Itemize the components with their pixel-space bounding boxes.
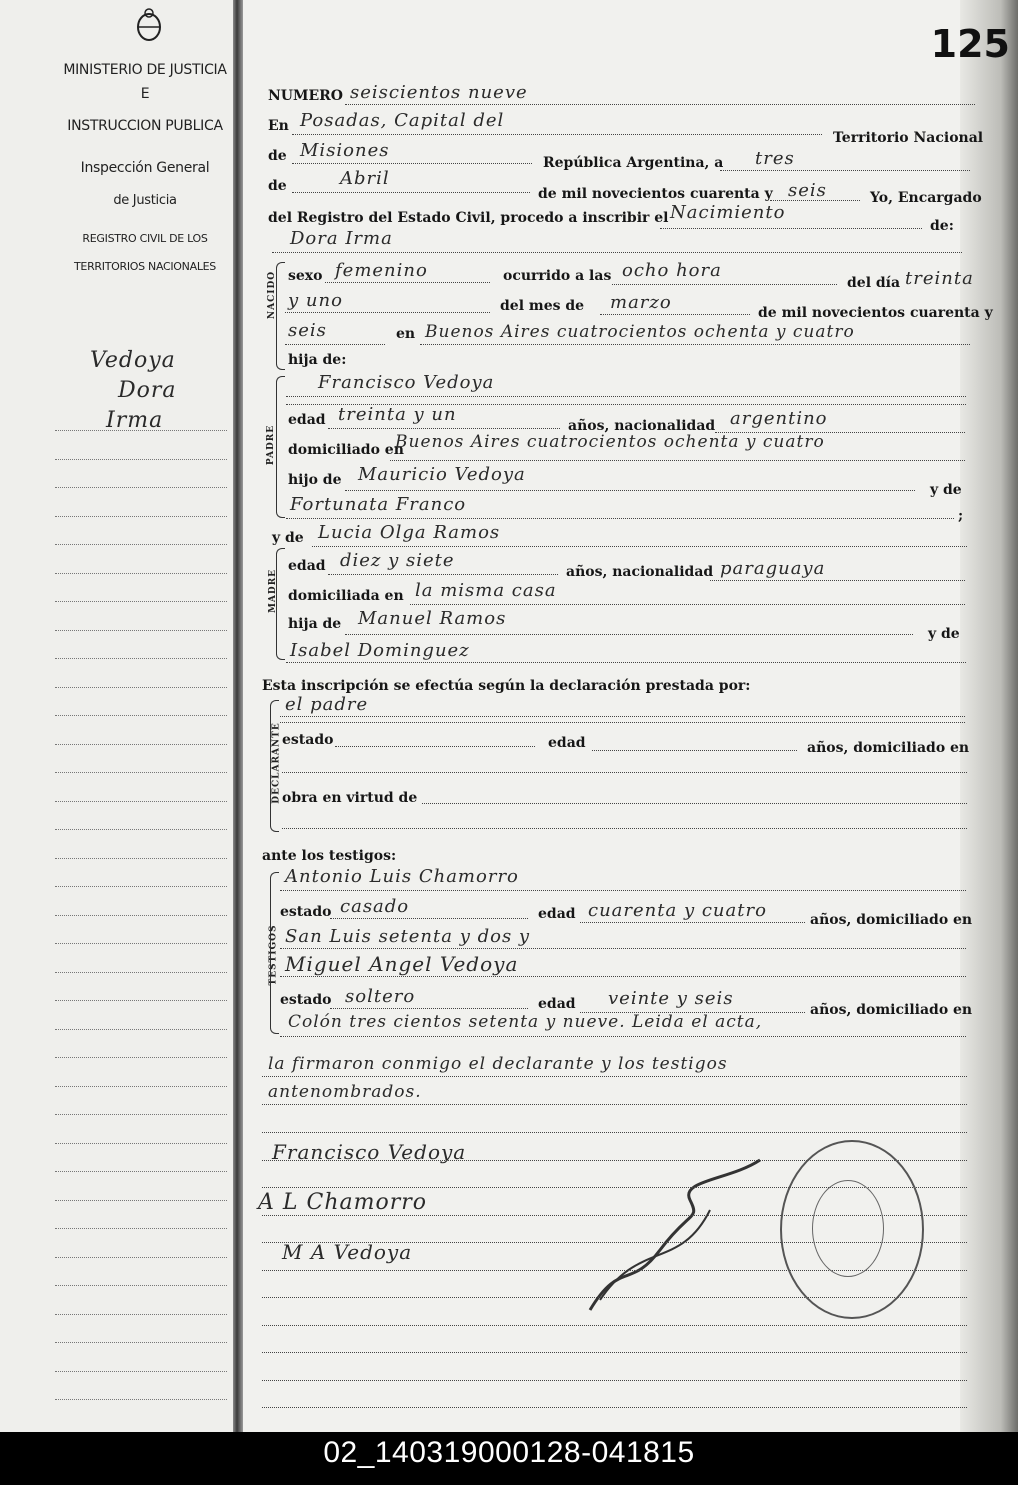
madre-edad-line <box>328 574 558 575</box>
seal-inner-ring <box>812 1180 884 1277</box>
madre-edad-label: edad <box>288 558 326 574</box>
madre-mother-line <box>286 662 966 663</box>
margin-rule <box>55 1314 227 1315</box>
madre-dom-line <box>410 604 965 605</box>
madre-name-line <box>312 546 967 547</box>
witness1-edad: cuarenta y cuatro <box>588 900 767 921</box>
witness1-domic-label: años, domiciliado en <box>810 912 973 928</box>
margin-rule <box>55 943 227 944</box>
margin-rule <box>55 544 227 545</box>
page-fold <box>233 0 243 1432</box>
witness1-dom-line <box>280 948 966 949</box>
margin-rule <box>55 1285 227 1286</box>
month-value: Abril <box>340 168 390 189</box>
dia-value-a: treinta <box>905 268 974 289</box>
declarante-estado-line <box>335 746 535 747</box>
madre-edad-value: diez y siete <box>340 550 455 571</box>
declarante-estado-label: estado <box>282 732 334 748</box>
madre-y-de: y de <box>928 626 960 642</box>
witness2-estado-label: estado <box>280 992 332 1008</box>
declarante-name-line <box>280 716 965 717</box>
anio-value: seis <box>288 320 327 341</box>
numero-value: seiscientos nueve <box>350 82 528 103</box>
padre-dom-label: domiciliado en <box>288 442 404 458</box>
declarante-brace <box>270 700 279 832</box>
year-line <box>770 200 860 201</box>
ocurrido-label: ocurrido a las <box>503 268 612 284</box>
padre-label: PADRE <box>266 424 277 466</box>
margin-rule <box>55 772 227 773</box>
witness1-edad-label: edad <box>538 906 576 922</box>
hora-line <box>612 284 837 285</box>
margin-rule <box>55 630 227 631</box>
padre-dom-line <box>390 460 965 461</box>
margin-note-name2: Irma <box>106 408 164 433</box>
padre-nac-label: años, nacionalidad <box>568 418 716 434</box>
declarante-label: DECLARANTE <box>271 722 282 804</box>
hora-value: ocho hora <box>622 260 722 281</box>
closing-line2-rule <box>262 1104 967 1105</box>
margin-rule <box>55 972 227 973</box>
ministry-line1: MINISTERIO DE JUSTICIA <box>63 62 227 78</box>
margin-note-name1: Dora <box>118 378 177 403</box>
ministry-line3: INSTRUCCION PUBLICA <box>67 118 223 134</box>
document-id: 02_140319000128-041815 <box>323 1436 695 1469</box>
margin-rule <box>55 1000 227 1001</box>
padre-edad-value: treinta y un <box>338 404 457 425</box>
en-value: Posadas, Capital del <box>300 110 505 131</box>
en-label: En <box>268 118 289 134</box>
day-value: tres <box>755 148 795 169</box>
registrar-signature-icon <box>560 1140 780 1330</box>
page-right-edge <box>960 0 1018 1432</box>
madre-nac-line <box>710 580 965 581</box>
witness2-edad: veinte y seis <box>608 988 734 1009</box>
margin-rule <box>55 915 227 916</box>
signature-3: M A Vedoya <box>282 1240 413 1264</box>
lugar-value: Buenos Aires cuatrocientos ochenta y cuatro <box>425 322 855 342</box>
ministry-line2: E <box>140 86 150 102</box>
padre-mother-line <box>286 518 954 519</box>
witness1-estado: casado <box>340 896 410 917</box>
margin-rule <box>55 516 227 517</box>
margin-rule <box>55 1114 227 1115</box>
declarante-obra-label: obra en virtud de <box>282 790 418 806</box>
margin-rule <box>55 1029 227 1030</box>
margin-rule <box>55 1228 227 1229</box>
registry-line1: REGISTRO CIVIL DE LOS <box>82 232 208 245</box>
territorio-label: Territorio Nacional <box>833 130 984 146</box>
main-rule <box>262 1325 967 1326</box>
territory-line <box>292 163 532 164</box>
dia-line <box>285 312 490 313</box>
anio-line <box>285 344 385 345</box>
nacido-label: NACIDO <box>267 270 278 320</box>
madre-father-line <box>345 634 913 635</box>
witness1-dom: San Luis setenta y dos y <box>285 926 531 947</box>
mes-line <box>600 314 750 315</box>
padre-nac-value: argentino <box>730 408 828 429</box>
registry-line2: TERRITORIOS NACIONALES <box>74 260 216 273</box>
madre-brace <box>276 548 285 660</box>
margin-rule <box>55 801 227 802</box>
year-label: de mil novecientos cuarenta y <box>538 186 773 202</box>
madre-nac-label: años, nacionalidad <box>566 564 714 580</box>
witness2-dom: Colón tres cientos setenta y nueve. Leida el acta, <box>288 1012 763 1032</box>
mes-label: del mes de <box>500 298 585 314</box>
mes-value: marzo <box>610 292 672 313</box>
testigos-label: TESTIGOS <box>268 924 279 986</box>
padre-mother-value: Fortunata Franco <box>290 494 467 515</box>
main-rule <box>262 1132 967 1133</box>
sexo-line <box>325 282 490 283</box>
margin-rule <box>55 715 227 716</box>
witness1-estado-line <box>330 918 528 919</box>
margin-rule <box>55 1399 227 1400</box>
territory-value: Misiones <box>300 140 390 161</box>
declarante-domic-label: años, domiciliado en <box>807 740 970 756</box>
declarante-obra-line2 <box>282 828 967 829</box>
encargado-label: Yo, Encargado <box>870 190 982 206</box>
margin-rule <box>55 430 227 431</box>
lugar-line <box>420 344 970 345</box>
margin-rule <box>55 1143 227 1144</box>
margin-column <box>0 0 236 1432</box>
padre-edad-line <box>328 428 560 429</box>
margin-rule <box>55 1057 227 1058</box>
republica-label: República Argentina, a <box>543 155 724 171</box>
madre-name-value: Lucia Olga Ramos <box>318 522 501 543</box>
main-rule <box>262 1352 967 1353</box>
margin-rule <box>55 658 227 659</box>
madre-label: MADRE <box>268 568 279 614</box>
witness1-name-line <box>280 890 966 891</box>
inspection-line2: de Justicia <box>113 193 177 208</box>
margin-rule <box>55 1171 227 1172</box>
madre-mother-value: Isabel Dominguez <box>290 640 470 661</box>
margin-rule <box>55 459 227 460</box>
inspection-line1: Inspección General <box>80 160 210 176</box>
month-line <box>292 192 530 193</box>
witness2-estado-line <box>330 1008 528 1009</box>
witness1-estado-label: estado <box>280 904 332 920</box>
margin-rule <box>55 1200 227 1201</box>
de2-label: de <box>268 178 287 194</box>
numero-label: NUMERO <box>268 88 344 104</box>
padre-edad-label: edad <box>288 412 326 428</box>
witness1-edad-line <box>580 922 805 923</box>
sexo-label: sexo <box>288 268 323 284</box>
margin-rule <box>55 687 227 688</box>
testigos-brace <box>270 872 279 1034</box>
madre-father-value: Manuel Ramos <box>358 608 507 629</box>
margin-note-surname: Vedoya <box>90 348 176 373</box>
child-name-line <box>272 252 962 253</box>
margin-rule <box>55 487 227 488</box>
signature-1: Francisco Vedoya <box>272 1140 467 1164</box>
margin-rule <box>55 829 227 830</box>
act-line <box>660 228 922 229</box>
margin-rule <box>55 1371 227 1372</box>
padre-semicolon: ; <box>958 508 964 524</box>
sexo-value: femenino <box>335 260 428 281</box>
child-name-value: Dora Irma <box>290 228 393 249</box>
witness2-domic-label: años, domiciliado en <box>810 1002 973 1018</box>
padre-father-value: Mauricio Vedoya <box>358 464 526 485</box>
margin-rule <box>55 1342 227 1343</box>
madre-dom-value: la misma casa <box>415 580 557 601</box>
margin-rule <box>55 1257 227 1258</box>
year-value: seis <box>788 180 827 201</box>
dia-value-b: y uno <box>288 290 343 311</box>
page-number: 125 <box>930 22 1010 66</box>
margin-rule <box>55 573 227 574</box>
day-line <box>720 170 970 171</box>
padre-hijo-label: hijo de <box>288 472 342 488</box>
closing-line1-rule <box>262 1076 967 1077</box>
padre-y-de: y de <box>930 482 962 498</box>
nacido-mil-label: de mil novecientos cuarenta y <box>758 305 993 321</box>
declarante-name-value: el padre <box>285 694 369 715</box>
margin-rule <box>55 858 227 859</box>
margin-rule <box>55 1086 227 1087</box>
witness2-edad-label: edad <box>538 996 576 1012</box>
de3-label: de: <box>930 218 954 234</box>
del-dia-label: del día <box>847 275 901 291</box>
madre-dom-label: domiciliada en <box>288 588 404 604</box>
closing-line1: la firmaron conmigo el declarante y los testigos <box>268 1054 728 1074</box>
madre-y-de-label: y de <box>272 530 304 546</box>
declarante-edad-label: edad <box>548 735 586 751</box>
main-rule <box>262 1380 967 1381</box>
coat-of-arms-icon <box>135 7 163 43</box>
margin-rule <box>55 601 227 602</box>
registro-label: del Registro del Estado Civil, procedo a inscribir el <box>268 210 669 226</box>
padre-father-line <box>345 490 915 491</box>
declarante-obra-line <box>422 803 967 804</box>
margin-rule <box>55 886 227 887</box>
padre-brace <box>276 376 285 518</box>
witness2-name: Miguel Angel Vedoya <box>285 952 519 976</box>
padre-name-value: Francisco Vedoya <box>318 372 495 393</box>
de-label: de <box>268 148 287 164</box>
declarante-name-line2 <box>280 722 965 723</box>
testigos-intro: ante los testigos: <box>262 848 397 864</box>
padre-dom-value: Buenos Aires cuatrocientos ochenta y cuatro <box>395 432 825 452</box>
madre-hija-label: hija de <box>288 616 342 632</box>
nacido-brace <box>276 262 285 370</box>
signature-2: A L Chamorro <box>258 1190 427 1215</box>
witness2-dom-line <box>280 1036 966 1037</box>
declarante-edad-line <box>592 750 797 751</box>
lugar-en-label: en <box>396 326 416 342</box>
declarante-dom-line <box>282 772 967 773</box>
hijo-label: hija de: <box>288 352 347 368</box>
en-line <box>292 134 822 135</box>
margin-rule <box>55 744 227 745</box>
main-rule <box>262 1407 967 1408</box>
witness2-name-line <box>280 976 966 977</box>
witness1-name: Antonio Luis Chamorro <box>285 866 519 887</box>
witness2-estado: soltero <box>345 986 416 1007</box>
closing-line2: antenombrados. <box>268 1082 422 1102</box>
padre-name-line <box>286 396 966 397</box>
madre-nac-value: paraguaya <box>720 558 826 579</box>
declarante-intro: Esta inscripción se efectúa según la declaración prestada por: <box>262 678 751 694</box>
act-value: Nacimiento <box>670 202 786 223</box>
numero-line <box>345 104 975 105</box>
